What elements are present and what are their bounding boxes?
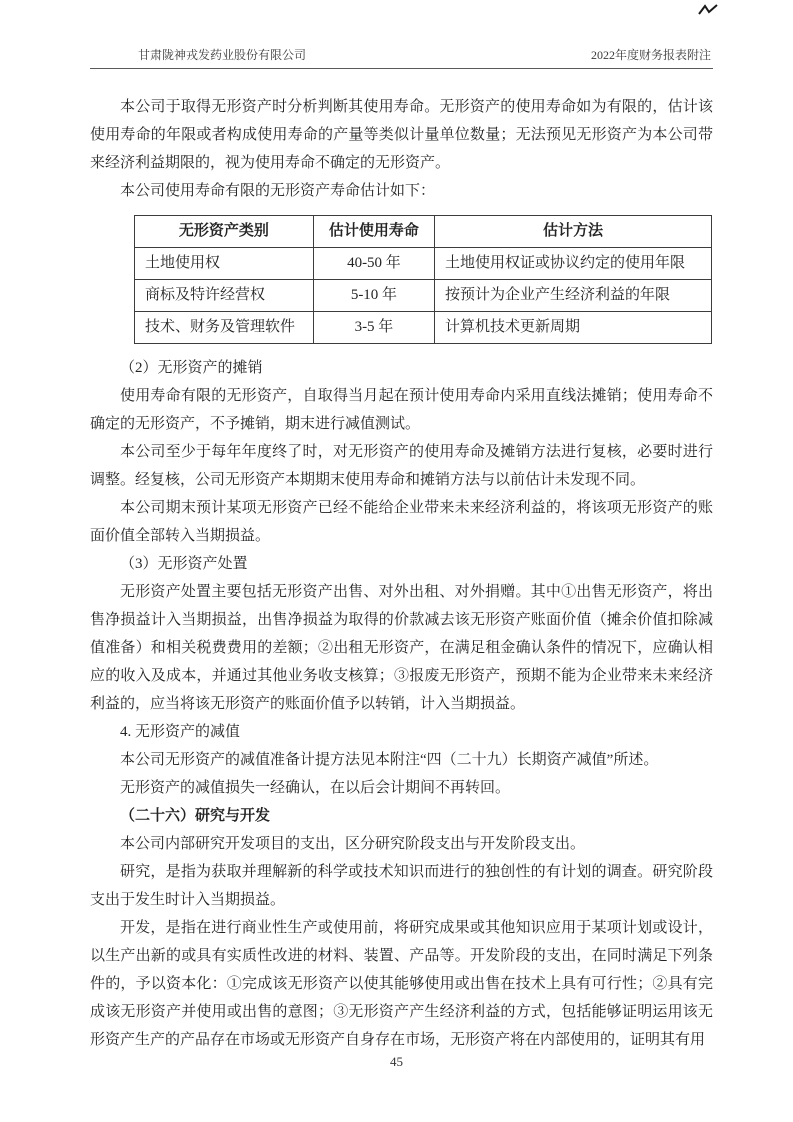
table-cell-category: 商标及特许经营权 (135, 280, 314, 312)
paragraph: 本公司至少于每年年度终了时，对无形资产的使用寿命及摊销方法进行复核，必要时进行调整。经复核，公司无形资产本期期末使用寿命和摊销方法与以前估计未发现不同。 (90, 444, 713, 488)
paragraph: 本公司使用寿命有限的无形资产寿命估计如下： (120, 183, 436, 199)
table-row (135, 280, 712, 312)
page-footer (0, 1054, 793, 1070)
paragraph: 开发，是指在进行商业性生产或使用前，将研究成果或其他知识应用于某项计划或设计，以生产出新的或具有实质性改进的材料、装置、产品等。开发阶段的支出，在同时满足下列条件的，予以资本化：①完成该无形资产以使其能够使用或出售在技术上具有可行性；②具有完成该无形资产并使用或出售的意图；③无形资产产生经济利益的方式，包括能够证明运用该无形资产生产的产品存在市场或无形资产自身存在市场，无形资产将在内部使用的，证明其有用 (90, 920, 713, 1048)
paragraph: 无形资产处置主要包括无形资产出售、对外出租、对外捐赠。其中①出售无形资产，将出售净损益计入当期损益，出售净损益为取得的价款减去该无形资产账面价值（摊余价值扣除减值准备）和相关税费费用的差额；②出租无形资产，在满足租金确认条件的情况下，应确认相应的收入及成本，并通过其他业务收支核算；③报废无形资产，预期不能为企业带来未来经济利益的，应当将该无形资产的账面价值予以转销，计入当期损益。 (90, 584, 713, 712)
paragraph: 本公司无形资产的减值准备计提方法见本附注“四（二十九）长期资产减值”所述。 (120, 752, 659, 768)
table-cell-life: 40-50 年 (313, 248, 434, 280)
table-cell-method: 计算机技术更新周期 (435, 312, 712, 344)
doc-title: 2022年度财务报表附注 (590, 48, 711, 62)
table-header-method: 估计方法 (435, 216, 712, 248)
document-body (90, 93, 713, 1054)
table-header-life: 估计使用寿命 (313, 216, 434, 248)
paragraph: 无形资产的减值损失一经确认，在以后会计期间不再转回。 (120, 780, 511, 796)
table-cell-category: 土地使用权 (135, 248, 314, 280)
company-name: 甘肃陇神戎发药业股份有限公司 (138, 48, 307, 62)
table-cell-method: 土地使用权证或协议约定的使用年限 (435, 248, 712, 280)
section-heading-rnd: （二十六）研究与开发 (120, 808, 271, 824)
table-header-row (135, 216, 712, 248)
table-cell-life: 3-5 年 (313, 312, 434, 344)
paragraph: 本公司期末预计某项无形资产已经不能给企业带来未来经济利益的，将该项无形资产的账面价值全部转入当期损益。 (90, 500, 713, 544)
page-number: 45 (390, 1054, 403, 1069)
paragraph: 研究，是指为获取并理解新的科学或技术知识而进行的独创性的有计划的调查。研究阶段支出于发生时计入当期损益。 (90, 864, 713, 908)
useful-life-table (134, 215, 712, 344)
table-cell-method: 按预计为企业产生经济利益的年限 (435, 280, 712, 312)
table-row (135, 248, 712, 280)
section-heading-disposal: （3）无形资产处置 (120, 556, 248, 572)
paragraph: 使用寿命有限的无形资产，自取得当月起在预计使用寿命内采用直线法摊销；使用寿命不确定的无形资产，不予摊销，期末进行减值测试。 (90, 388, 713, 432)
scan-artifact-mark (697, 3, 719, 17)
paragraph: 本公司于取得无形资产时分析判断其使用寿命。无形资产的使用寿命如为有限的，估计该使用寿命的年限或者构成使用寿命的产量等类似计量单位数量；无法预见无形资产为本公司带来经济利益期限的，视为使用寿命不确定的无形资产。 (90, 99, 713, 171)
table-header-category: 无形资产类别 (135, 216, 314, 248)
table-cell-life: 5-10 年 (313, 280, 434, 312)
section-heading-amortization: （2）无形资产的摊销 (120, 360, 263, 376)
table-row (135, 312, 712, 344)
paragraph: 本公司内部研究开发项目的支出，区分研究阶段支出与开发阶段支出。 (120, 836, 586, 852)
section-heading-impairment: 4. 无形资产的减值 (120, 724, 241, 740)
page-header (90, 46, 713, 69)
table-cell-category: 技术、财务及管理软件 (135, 312, 314, 344)
